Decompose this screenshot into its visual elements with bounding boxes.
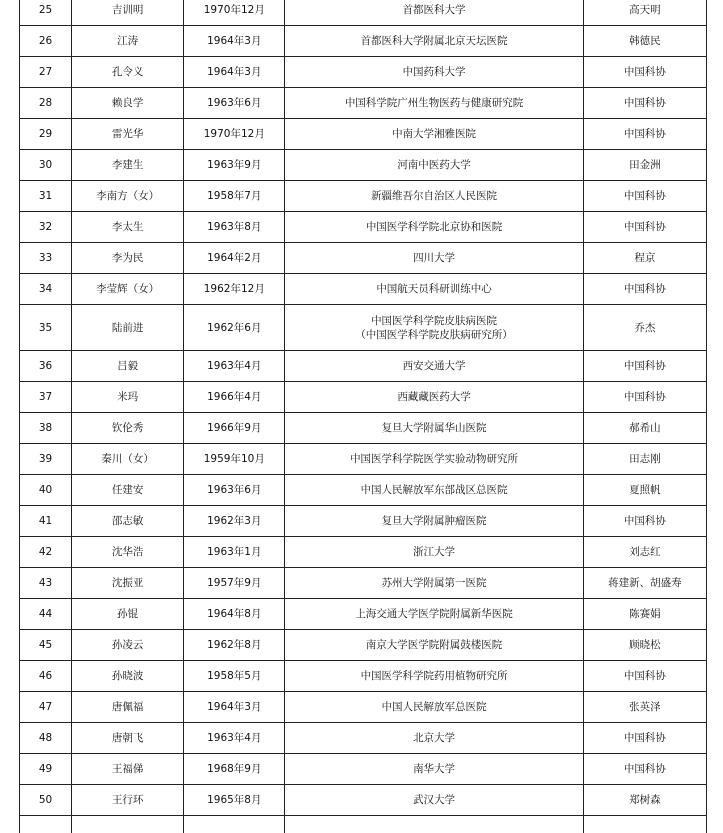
work-unit-line: 南华大学 — [413, 763, 456, 775]
cell-number: 29 — [20, 119, 72, 150]
cell-name: 孙凌云 — [72, 630, 184, 661]
cell-work-unit — [285, 630, 583, 661]
cell-number: 26 — [20, 26, 72, 57]
cell-number: 44 — [20, 599, 72, 630]
cell-number: 28 — [20, 88, 72, 119]
cell-name: 吕毅 — [72, 351, 184, 382]
cell-birth-date: 1963年6月 — [184, 88, 285, 119]
cell-recommender — [583, 816, 706, 833]
cell-name: 李太生 — [72, 212, 184, 243]
cell-work-unit — [285, 413, 583, 444]
cell-recommender: 中国科协 — [583, 351, 706, 382]
cell-birth-date: 1970年12月 — [184, 119, 285, 150]
cell-name: 江涛 — [72, 26, 184, 57]
work-unit-line: 西藏藏医药大学 — [397, 391, 471, 403]
cell-birth-date: 1963年4月 — [184, 351, 285, 382]
work-unit-line: 中国科学院广州生物医药与健康研究院 — [344, 97, 524, 109]
table-row — [20, 119, 707, 150]
cell-work-unit — [285, 754, 583, 785]
cell-recommender: 中国科协 — [583, 506, 706, 537]
cell-recommender: 田金洲 — [583, 150, 706, 181]
cell-work-unit — [285, 88, 583, 119]
table-row — [20, 723, 707, 754]
cell-name: 陆前进 — [72, 305, 184, 351]
cell-name: 李莹辉（女） — [72, 274, 184, 305]
cell-recommender: 郝希山 — [583, 413, 706, 444]
cell-birth-date: 1963年8月 — [184, 212, 285, 243]
work-unit-line: 四川大学 — [413, 252, 456, 264]
work-unit-line: 武汉大学 — [413, 794, 456, 806]
cell-work-unit — [285, 119, 583, 150]
cell-name: 李南方（女） — [72, 181, 184, 212]
cell-recommender: 中国科协 — [583, 88, 706, 119]
cell-number: 40 — [20, 475, 72, 506]
cell-name: 秦川（女） — [72, 444, 184, 475]
cell-number: 35 — [20, 305, 72, 351]
cell-birth-date: 1962年6月 — [184, 305, 285, 351]
work-unit-line: 中国航天员科研训练中心 — [376, 283, 492, 295]
cell-work-unit — [285, 506, 583, 537]
cell-name: 沈振亚 — [72, 568, 184, 599]
cell-birth-date: 1963年4月 — [184, 723, 285, 754]
work-unit-line: （中国医学科学院皮肤病研究所） — [355, 328, 513, 341]
cell-name: 孔令义 — [72, 57, 184, 88]
cell-number: 42 — [20, 537, 72, 568]
cell-number: 38 — [20, 413, 72, 444]
cell-work-unit — [285, 0, 583, 26]
cell-birth-date: 1964年2月 — [184, 243, 285, 274]
table-row — [20, 444, 707, 475]
cell-work-unit — [285, 785, 583, 816]
table-row — [20, 382, 707, 413]
cell-number: 31 — [20, 181, 72, 212]
cell-number: 33 — [20, 243, 72, 274]
work-unit-line: 河南中医药大学 — [397, 159, 471, 171]
cell-birth-date: 1966年9月 — [184, 413, 285, 444]
cell-work-unit — [285, 212, 583, 243]
cell-name: 李为民 — [72, 243, 184, 274]
cell-birth-date: 1957年9月 — [184, 568, 285, 599]
work-unit-line: 中南大学湘雅医院 — [392, 128, 477, 140]
cell-recommender: 夏照帆 — [583, 475, 706, 506]
cell-work-unit — [285, 692, 583, 723]
cell-work-unit — [285, 57, 583, 88]
cell-recommender: 中国科协 — [583, 382, 706, 413]
cell-recommender: 乔杰 — [583, 305, 706, 351]
cell-work-unit — [285, 243, 583, 274]
work-unit-line: 中国医学科学院皮肤病医院 — [371, 314, 498, 327]
table-row — [20, 150, 707, 181]
cell-number: 32 — [20, 212, 72, 243]
cell-recommender: 张英泽 — [583, 692, 706, 723]
work-unit-line: 上海交通大学医学院附属新华医院 — [355, 608, 513, 620]
table-row — [20, 785, 707, 816]
table-row — [20, 26, 707, 57]
cell-work-unit — [285, 305, 583, 351]
work-unit-line: 西安交通大学 — [402, 360, 466, 372]
cell-birth-date: 1968年9月 — [184, 754, 285, 785]
cell-birth-date: 1958年7月 — [184, 181, 285, 212]
table-row — [20, 754, 707, 785]
cell-birth-date: 1962年3月 — [184, 506, 285, 537]
cell-name: 米玛 — [72, 382, 184, 413]
cell-work-unit — [285, 599, 583, 630]
cell-birth-date: 1964年3月 — [184, 57, 285, 88]
cell-recommender: 中国科协 — [583, 274, 706, 305]
cell-name: 钦伦秀 — [72, 413, 184, 444]
cell-work-unit — [285, 382, 583, 413]
cell-work-unit — [285, 568, 583, 599]
cell-name: 任建安 — [72, 475, 184, 506]
table-row — [20, 537, 707, 568]
work-unit-line: 中国人民解放军东部战区总医院 — [360, 484, 508, 496]
cell-name: 王行环 — [72, 785, 184, 816]
table-row — [20, 57, 707, 88]
cell-name: 孙晓波 — [72, 661, 184, 692]
cell-birth-date: 1966年4月 — [184, 382, 285, 413]
cell-work-unit — [285, 661, 583, 692]
cell-recommender: 韩德民 — [583, 26, 706, 57]
table-row — [20, 506, 707, 537]
table-row — [20, 305, 707, 351]
cell-recommender: 中国科协 — [583, 57, 706, 88]
cell-number: 27 — [20, 57, 72, 88]
cell-birth-date: 1962年8月 — [184, 630, 285, 661]
work-unit-line: 首都医科大学 — [402, 4, 466, 16]
cell-number: 43 — [20, 568, 72, 599]
cell-birth-date: 1963年1月 — [184, 537, 285, 568]
cell-name: 邵志敏 — [72, 506, 184, 537]
cell-number: 30 — [20, 150, 72, 181]
cell-number — [20, 816, 72, 833]
cell-name: 吉训明 — [72, 0, 184, 26]
table-row — [20, 413, 707, 444]
cell-birth-date: 1959年10月 — [184, 444, 285, 475]
cell-recommender: 刘志红 — [583, 537, 706, 568]
cell-work-unit — [285, 537, 583, 568]
cell-work-unit — [285, 723, 583, 754]
work-unit-line: 南京大学医学院附属鼓楼医院 — [365, 639, 503, 651]
cell-birth-date: 1962年12月 — [184, 274, 285, 305]
table-row — [20, 351, 707, 382]
cell-work-unit — [285, 150, 583, 181]
table-row — [20, 243, 707, 274]
cell-name: 雷光华 — [72, 119, 184, 150]
table-row — [20, 692, 707, 723]
cell-birth-date: 1964年3月 — [184, 26, 285, 57]
cell-work-unit — [285, 181, 583, 212]
work-unit-line: 中国医学科学院医学实验动物研究所 — [350, 453, 519, 465]
table-row — [20, 568, 707, 599]
table-row — [20, 661, 707, 692]
table-row — [20, 212, 707, 243]
work-unit-line: 首都医科大学附属北京天坛医院 — [360, 35, 508, 47]
cell-birth-date: 1964年3月 — [184, 692, 285, 723]
work-unit-line: 复旦大学附属肿瘤医院 — [381, 515, 487, 527]
work-unit-line: 新疆维吾尔自治区人民医院 — [371, 190, 498, 202]
cell-work-unit — [285, 475, 583, 506]
table-row — [20, 475, 707, 506]
cell-name: 王福俤 — [72, 754, 184, 785]
cell-recommender: 郑树森 — [583, 785, 706, 816]
cell-number: 41 — [20, 506, 72, 537]
candidate-table-body — [20, 0, 707, 833]
table-row — [20, 181, 707, 212]
work-unit-line: 北京大学 — [413, 732, 456, 744]
cell-recommender: 中国科协 — [583, 181, 706, 212]
cell-birth-date: 1958年5月 — [184, 661, 285, 692]
cell-number: 39 — [20, 444, 72, 475]
cell-number: 45 — [20, 630, 72, 661]
work-unit-line: 苏州大学附属第一医院 — [381, 577, 487, 589]
cell-birth-date — [184, 816, 285, 833]
cell-name — [72, 816, 184, 833]
cell-birth-date: 1963年9月 — [184, 150, 285, 181]
cell-recommender: 田志刚 — [583, 444, 706, 475]
cell-number: 46 — [20, 661, 72, 692]
cell-number: 36 — [20, 351, 72, 382]
table-row — [20, 816, 707, 833]
cell-recommender: 顾晓松 — [583, 630, 706, 661]
work-unit-line: 复旦大学附属华山医院 — [381, 422, 487, 434]
cell-number: 34 — [20, 274, 72, 305]
cell-name: 孙锟 — [72, 599, 184, 630]
table-row — [20, 88, 707, 119]
cell-name: 唐朝飞 — [72, 723, 184, 754]
cell-recommender: 高天明 — [583, 0, 706, 26]
candidate-table — [19, 0, 707, 833]
cell-birth-date: 1970年12月 — [184, 0, 285, 26]
work-unit-line: 浙江大学 — [413, 546, 456, 558]
cell-recommender: 中国科协 — [583, 119, 706, 150]
cell-number: 50 — [20, 785, 72, 816]
work-unit-line: 中国医学科学院北京协和医院 — [365, 221, 503, 233]
cell-birth-date: 1963年6月 — [184, 475, 285, 506]
table-row — [20, 630, 707, 661]
cell-number: 48 — [20, 723, 72, 754]
cell-work-unit — [285, 444, 583, 475]
work-unit-line: 中国药科大学 — [402, 66, 466, 78]
cell-birth-date: 1965年8月 — [184, 785, 285, 816]
cell-name: 唐佩福 — [72, 692, 184, 723]
cell-number: 37 — [20, 382, 72, 413]
cell-recommender: 中国科协 — [583, 723, 706, 754]
table-row — [20, 0, 707, 26]
cell-recommender: 中国科协 — [583, 754, 706, 785]
cell-recommender: 中国科协 — [583, 661, 706, 692]
cell-work-unit — [285, 26, 583, 57]
cell-work-unit — [285, 274, 583, 305]
cell-work-unit — [285, 816, 583, 833]
cell-work-unit — [285, 351, 583, 382]
cell-name: 沈华浩 — [72, 537, 184, 568]
cell-number: 47 — [20, 692, 72, 723]
cell-number: 49 — [20, 754, 72, 785]
work-unit-line: 中国医学科学院药用植物研究所 — [360, 670, 508, 682]
table-row — [20, 599, 707, 630]
cell-name: 李建生 — [72, 150, 184, 181]
table-row — [20, 274, 707, 305]
cell-number: 25 — [20, 0, 72, 26]
cell-recommender: 蒋建新、胡盛寿 — [583, 568, 706, 599]
cell-recommender: 陈赛娟 — [583, 599, 706, 630]
cell-recommender: 程京 — [583, 243, 706, 274]
cell-name: 赖良学 — [72, 88, 184, 119]
cell-recommender: 中国科协 — [583, 212, 706, 243]
cell-birth-date: 1964年8月 — [184, 599, 285, 630]
work-unit-line: 中国人民解放军总医院 — [381, 701, 487, 713]
